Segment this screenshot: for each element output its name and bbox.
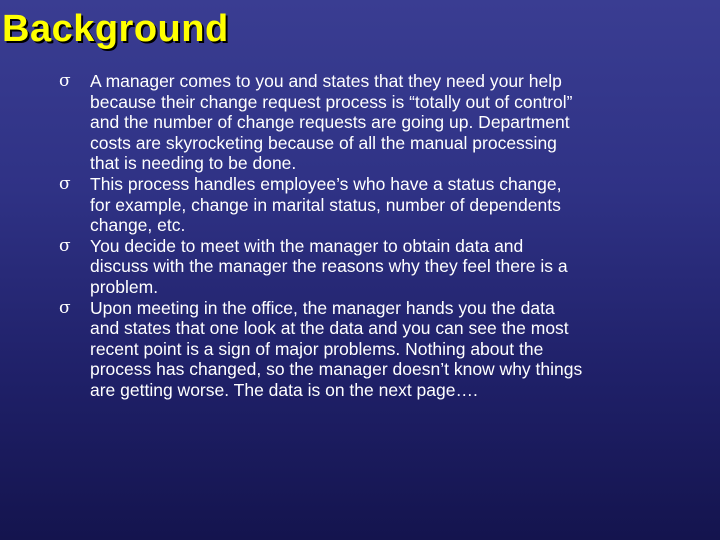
sigma-bullet-icon: σ: [59, 71, 71, 91]
bullet-item: [0, 71, 660, 174]
bullet-list: [0, 71, 720, 401]
sigma-bullet-icon: σ: [59, 173, 71, 194]
bullet-item: [0, 174, 660, 236]
bullet-text: You decide to meet with the manager to obtain data and discuss with the manager the reasons why they feel there is a problem.: [90, 235, 568, 297]
bullet-text: Upon meeting in the office, the manager hands you the data and states that one look at the data and you can see the most recent point is a sign of major problems. Nothing about the process has changed, so the manager doesn’t know why things are getting worse. The data is on the next page….: [90, 297, 583, 400]
sigma-bullet-icon: σ: [59, 235, 71, 256]
bullet-text: This process handles employee’s who have a status change, for example, change in marital status, number of dependents change, etc.: [90, 173, 562, 236]
bullet-item: [0, 298, 660, 401]
bullet-item: [0, 236, 660, 298]
sigma-bullet-icon: σ: [59, 297, 71, 318]
slide-title: Background: [2, 8, 229, 50]
bullet-text: A manager comes to you and states that they need your help because their change request process is “totally out of control” and the number of change requests are going up. Department costs are skyrocketing because of all the manual processing that is needing to be done.: [90, 71, 573, 174]
